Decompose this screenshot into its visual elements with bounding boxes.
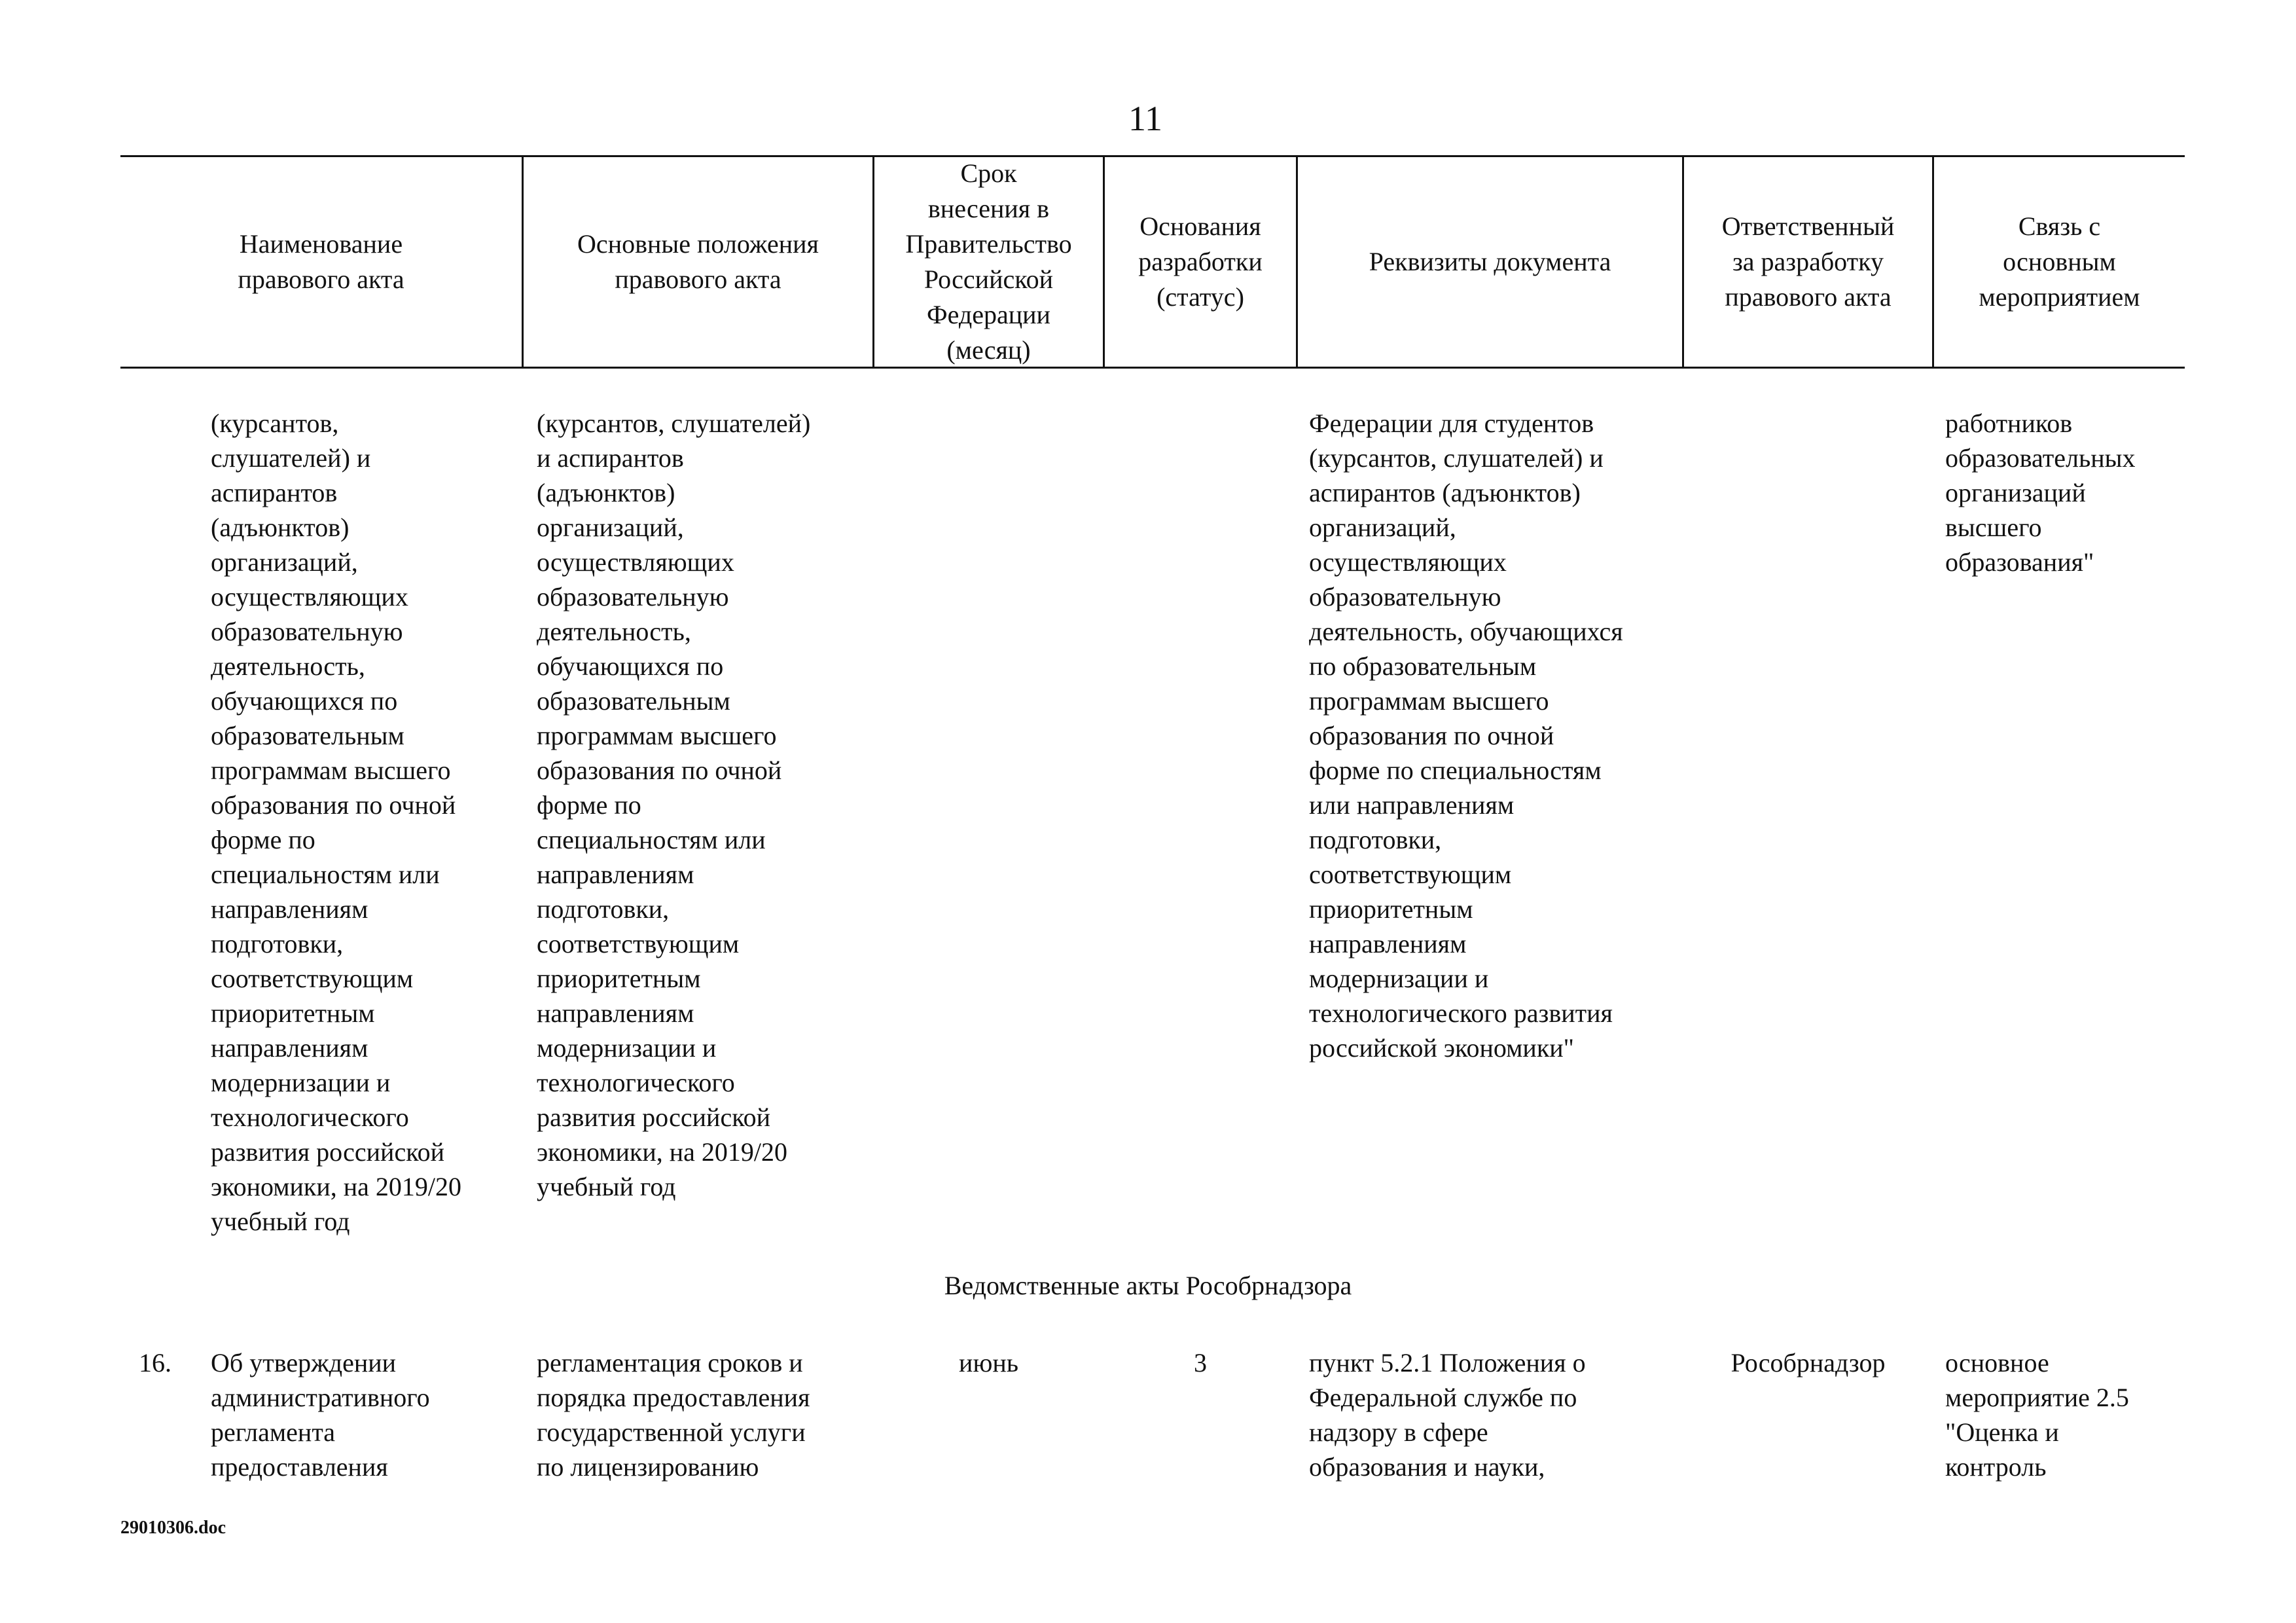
section-title: Ведомственные акты Рособрнадзора — [944, 1271, 1352, 1300]
header-responsible: Ответственный за разработку правового акта — [1721, 211, 1895, 312]
row-16-document-details: пункт 5.2.1 Положения о Федеральной службе по надзору в сфере образования и науки, — [1309, 1348, 1586, 1482]
row-16-basis: 3 — [1194, 1348, 1207, 1377]
continuation-main-activity-link: работников образовательных организаций высшего образования" — [1945, 409, 2136, 577]
header-bottom-rule — [120, 367, 2185, 369]
continuation-main-provisions: (курсантов, слушателей) и аспирантов (адъюнктов) организаций, осуществляющих образовательную деятельность, обучающихся по образовательным программам высшего образования по очной форме по специальностям или направлениям подготовки, соответствующим приоритетным направлениям модернизации и технологического развития российской экономики, на 2019/20 учебный год — [537, 409, 811, 1201]
header-act-name: Наименование правового акта — [238, 229, 404, 294]
header-submission-deadline: Срок внесения в Правительство Российской Федерации (месяц) — [905, 158, 1072, 365]
row-16-main-activity-link: основное мероприятие 2.5 "Оценка и контроль — [1945, 1348, 2129, 1482]
continuation-act-name: (курсантов, слушателей) и аспирантов (адъюнктов) организаций, осуществляющих образовательную деятельность, обучающихся по образовательным программам высшего образования по очной форме по специальностям или направлениям подготовки, соответствующим приоритетным направлениям модернизации и технологического развития российской экономики, на 2019/20 учебный год — [211, 409, 462, 1236]
page-number: 11 — [1128, 99, 1162, 138]
header-main-activity-link: Связь с основным мероприятием — [1979, 211, 2140, 312]
row-16-responsible: Рособрнадзор — [1731, 1348, 1886, 1377]
header-document-details: Реквизиты документа — [1369, 247, 1611, 276]
continuation-document-details: Федерации для студентов (курсантов, слушателей) и аспирантов (адъюнктов) организаций, осуществляющих образовательную деятельность, обучающихся по образовательным программам высшего образования по очной форме по специальностям или направлениям подготовки, соответствующим приоритетным направлениям модернизации и технологического развития российской экономики" — [1309, 409, 1623, 1063]
header-main-provisions: Основные положения правового акта — [577, 229, 819, 294]
document-filename: 29010306.doc — [120, 1518, 226, 1538]
row-16-deadline: июнь — [959, 1348, 1018, 1377]
row-16-act-name: Об утверждении административного регламента предоставления — [211, 1348, 430, 1482]
header-development-basis: Основания разработки (статус) — [1138, 211, 1263, 312]
row-16-number: 16. — [139, 1348, 171, 1377]
row-16-main-provisions: регламентация сроков и порядка предоставления государственной услуги по лицензированию — [537, 1348, 810, 1482]
